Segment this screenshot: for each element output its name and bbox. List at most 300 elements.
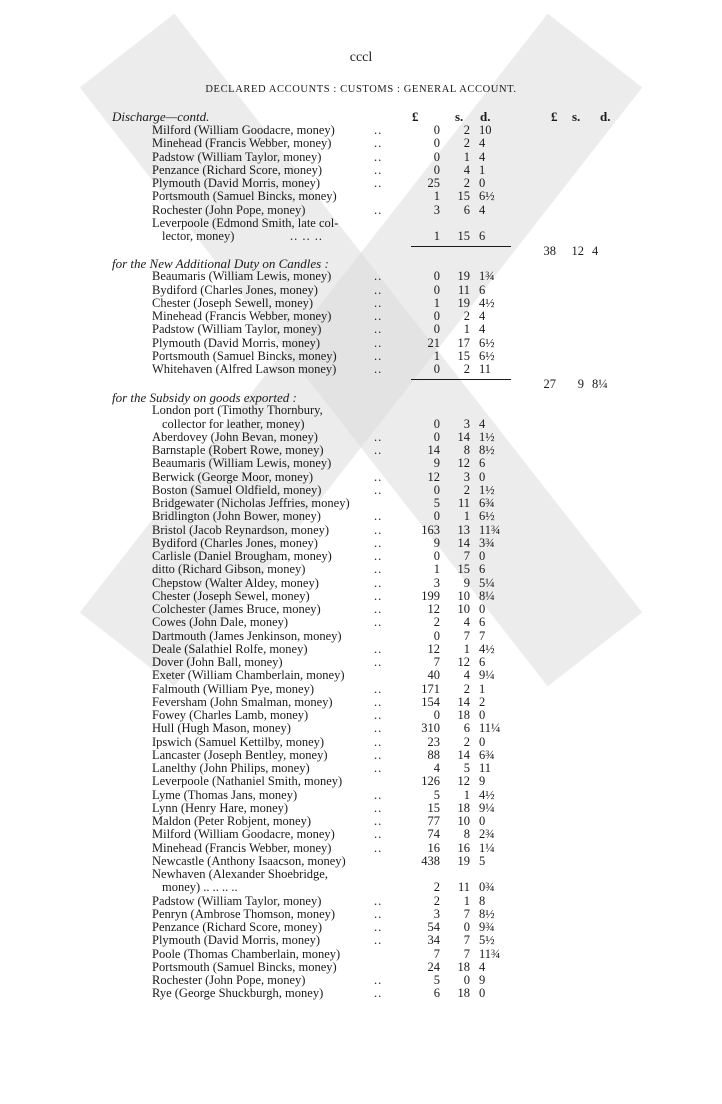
ledger-row [0,484,722,497]
ledger-row-shillings: 2 [463,681,470,696]
running-head: DECLARED ACCOUNTS : CUSTOMS : GENERAL ACCOUNT. [205,84,517,95]
ledger-row-name: Penzance (Richard Score, money) [152,162,323,177]
ledger-row-pence: 4 [479,959,486,974]
ledger-row-pounds: 21 [427,335,440,350]
ledger-row-name: Chester (Joseph Sewell, money) [152,295,314,310]
ledger-row-leader: .. [374,708,383,722]
ledger-row-name: Bydiford (Charles Jones, money) [152,535,318,550]
ledger-row-shillings: 12 [457,456,470,471]
ledger-row-shillings: 10 [457,602,470,616]
ledger-row-pence: 11¾ [479,522,501,537]
ledger-row-shillings: 7 [463,549,470,563]
ledger-row-name: Lanelthy (John Philips, money) [152,761,310,775]
ledger-row-pence: 5 [479,853,486,868]
ledger-row-leader: .. [374,322,383,337]
ledger-row-shillings: 2 [463,309,470,323]
ledger-row-shillings: 14 [457,429,470,444]
ledger-row-pence: 0 [479,708,486,722]
ledger-row-shillings: 2 [463,123,470,137]
ledger-row-shillings: 1 [463,149,470,164]
ledger-row-leader: .. [374,641,383,656]
ledger-row-leader: .. [374,893,383,908]
ledger-row [0,656,722,669]
ledger-row-pounds: 1 [433,348,440,363]
ledger-row-leader: .. [374,522,383,537]
ledger-row-pence: 0 [479,734,486,749]
ledger-row-shillings: 11 [457,496,470,510]
ledger-row-pence: 4½ [479,295,495,310]
ledger-row-shillings: 13 [457,522,470,537]
ledger-row-name: Padstow (William Taylor, money) [152,322,322,337]
ledger-row [0,310,722,323]
ledger-row-leader: .. [374,800,383,815]
section-title: for the New Additional Duty on Candles : [112,256,329,271]
ledger-row-pounds: 0 [433,429,440,444]
ledger-row-pence: 5½ [479,933,495,948]
ledger-row-pounds: 0 [433,482,440,497]
ledger-row-shillings: 15 [457,348,470,363]
ledger-row-leader: .. [374,933,383,948]
ledger-row [0,855,722,868]
ledger-row-pence: 11¾ [479,946,501,961]
ledger-row-name: lector, money) [162,229,235,243]
ledger-row-name: Rye (George Shuckburgh, money) [152,986,324,1001]
ledger-row-name: Berwick (George Moor, money) [152,469,314,484]
page-number: cccl [349,50,373,65]
ledger-row-shillings: 17 [457,335,470,350]
ledger-row [0,563,722,576]
ledger-row-name: Milford (William Goodacre, money) [152,827,335,842]
ledger-row [0,722,722,735]
ledger-row-shillings: 7 [463,628,470,643]
ledger-row-pence: 7 [479,628,486,643]
ledger-row-leader: .. .. .. [290,229,323,243]
ledger-row-name: Plymouth (David Morris, money) [152,335,321,350]
ledger-row-leader: .. [374,549,383,563]
ledger-row-shillings: 2 [463,176,470,190]
ledger-row-pence: 6 [479,562,486,577]
ledger-row-pounds: 14 [427,443,440,457]
ledger-row-name: Carlisle (Daniel Brougham, money) [152,549,332,563]
ledger-row-name: Dartmouth (James Jenkinson, money) [152,628,342,643]
ledger-row [0,471,722,484]
ledger-row-pence: 1½ [479,429,495,444]
ledger-row-pounds: 88 [427,747,440,762]
ledger-row-shillings: 7 [463,906,470,921]
ledger-row-leader: .. [374,335,383,350]
ledger-row-name: Penryn (Ambrose Thomson, money) [152,906,336,921]
ledger-row-pounds: 0 [433,708,440,722]
ledger-row-name: Rochester (John Pope, money) [152,973,306,987]
ledger-row-pounds: 1 [433,189,440,204]
ledger-row [0,762,722,775]
ledger-row-shillings: 1 [463,641,470,656]
ledger-row [0,497,722,510]
ledger-row-pence: 0 [479,469,486,484]
ledger-row-pounds: 2 [433,880,440,895]
ledger-row-pounds: 0 [433,322,440,337]
ledger-row-pence: 9¾ [479,920,495,934]
ledger-row-shillings: 9 [463,575,470,590]
ledger-row-shillings: 10 [457,814,470,828]
section-total-pounds: 27 [543,377,556,392]
ledger-row [0,284,722,297]
section-total [0,244,722,258]
ledger-row-pounds: 0 [433,362,440,376]
ledger-row-pounds: 5 [433,496,440,510]
ledger-row [0,709,722,722]
ledger-row-shillings: 3 [463,469,470,484]
ledger-row-pence: 4½ [479,787,495,802]
ledger-row-pence: 6½ [479,348,495,363]
ledger-row [0,404,722,417]
ledger-row-name: Fowey (Charles Lamb, money) [152,708,309,722]
ledger-row-shillings: 0 [463,920,470,934]
ledger-row-pounds: 5 [433,787,440,802]
ledger-row-name: Falmouth (William Pye, money) [152,681,314,696]
ledger-row-pounds: 0 [433,269,440,284]
ledger-row [0,842,722,855]
ledger-row-leader: .. [374,827,383,842]
ledger-row [0,217,722,230]
pence-column-header: d. [480,109,491,124]
ledger-row-leader: .. [374,655,383,669]
ledger-row-leader: .. [374,202,383,217]
ledger-row-pence: 4 [479,149,486,164]
ledger-row-pence: 4 [479,136,486,151]
ledger-row-shillings: 15 [457,189,470,204]
ledger-row-leader: .. [374,469,383,484]
ledger-row-shillings: 1 [463,893,470,908]
ledger-row-pence: 6½ [479,189,495,204]
ledger-row-shillings: 18 [457,708,470,722]
ledger-row-name: Chester (Joseph Sewel, money) [152,588,310,603]
ledger-row-shillings: 14 [457,747,470,762]
ledger-row-leader: .. [374,787,383,802]
ledger-row-leader: .. [374,362,383,376]
ledger-row-pence: 8½ [479,906,495,921]
ledger-row-pounds: 77 [427,814,440,828]
ledger-row-pounds: 9 [433,456,440,471]
ledger-row [0,802,722,815]
ledger-row-pence: 1¾ [479,269,495,284]
ledger-row-leader: .. [374,123,383,137]
ledger-row [0,828,722,841]
ledger-row-pounds: 126 [421,774,440,789]
ledger-row-shillings: 11 [457,282,470,297]
ledger-row [0,164,722,177]
ledger-row-leader: .. [374,162,383,177]
ledger-row-pence: 9¼ [479,668,495,683]
ledger-row [0,363,722,376]
ledger-row-leader: .. [374,309,383,323]
ledger-row-pence: 1½ [479,482,495,497]
ledger-row-leader: .. [374,149,383,164]
ledger-row-pence: 1¼ [479,840,495,855]
ledger-row [0,881,722,894]
ledger-row-leader: .. [374,348,383,363]
ledger-row [0,177,722,190]
ledger-row [0,510,722,523]
ledger-row-leader: .. [374,602,383,616]
ledger-row-shillings: 15 [457,562,470,577]
ledger-row-shillings: 7 [463,946,470,961]
ledger-row-pence: 6½ [479,509,495,524]
ledger-row-name: Bridgewater (Nicholas Jeffries, money) [152,496,350,510]
ledger-row-name: London port (Timothy Thornbury, [152,403,323,418]
ledger-row-pence: 8½ [479,443,495,457]
ledger-row-pence: 4½ [479,641,495,656]
ledger-row-pence: 6 [479,456,486,471]
ledger-row [0,961,722,974]
ledger-row-pence: 6¾ [479,747,495,762]
ledger-row-name: Beaumaris (William Lewis, money) [152,456,332,471]
ledger-row [0,908,722,921]
ledger-row-leader: .. [374,973,383,987]
ledger-row-pounds: 6 [433,986,440,1001]
ledger-row [0,974,722,987]
ledger-row-name: Newhaven (Alexander Shoebridge, [152,867,328,881]
ledger-row-pounds: 12 [427,469,440,484]
pounds-column-header: £ [412,109,419,124]
ledger-row-name: Minehead (Francis Webber, money) [152,840,332,855]
ledger-row-pence: 4 [479,322,486,337]
ledger-row [0,577,722,590]
shillings-total-column-header: s. [572,109,581,124]
ledger-row-pounds: 0 [433,509,440,524]
ledger-row [0,124,722,137]
ledger-row-pence: 9¼ [479,800,495,815]
ledger-row-leader: .. [374,282,383,297]
ledger-row-leader: .. [374,986,383,1001]
ledger-row-shillings: 19 [457,295,470,310]
ledger-row-shillings: 12 [457,655,470,669]
ledger-row [0,736,722,749]
ledger-row-pounds: 1 [433,562,440,577]
ledger-row [0,630,722,643]
ledger-row-leader: .. [374,588,383,603]
ledger-row [0,696,722,709]
ledger-row-name: Boston (Samuel Oldfield, money) [152,482,322,497]
ledger-row-name: Plymouth (David Morris, money) [152,933,321,948]
ledger-row-name: Lancaster (Joseph Bentley, money) [152,747,328,762]
ledger-row-leader: .. [374,509,383,524]
ledger-row-shillings: 19 [457,269,470,284]
ledger-row-leader: .. [374,562,383,577]
ledger-row-name: Feversham (John Smalman, money) [152,694,333,709]
ledger-row [0,270,722,283]
ledger-row [0,895,722,908]
ledger-row-name: Milford (William Goodacre, money) [152,123,335,137]
ledger-row-name: Bridlington (John Bower, money) [152,509,321,524]
ledger-row-shillings: 0 [463,973,470,987]
ledger-row-shillings: 6 [463,202,470,217]
ledger-row-pounds: 7 [433,655,440,669]
ledger-row-pence: 1 [479,681,486,696]
ledger-row-pounds: 171 [421,681,440,696]
discharge-label: Discharge—contd. [112,109,210,124]
ledger-row-pence: 8¼ [479,588,495,603]
ledger-row [0,550,722,563]
section-total-pounds: 38 [543,244,556,259]
ledger-row-shillings: 18 [457,959,470,974]
ledger-row [0,669,722,682]
ledger-row-pounds: 40 [427,668,440,683]
ledger-row [0,337,722,350]
ledger-row-shillings: 4 [463,668,470,683]
pence-total-column-header: d. [600,109,611,124]
ledger-row-shillings: 7 [463,933,470,948]
ledger-row-pounds: 0 [433,162,440,177]
ledger-row-shillings: 1 [463,787,470,802]
ledger-row [0,683,722,696]
ledger-row-name: Barnstaple (Robert Rowe, money) [152,443,324,457]
ledger-row-name: Minehead (Francis Webber, money) [152,309,332,323]
ledger-row [0,151,722,164]
ledger-row-pence: 5¼ [479,575,495,590]
ledger-row [0,643,722,656]
ledger-row-pounds: 25 [427,176,440,190]
ledger-row-pence: 9 [479,973,486,987]
ledger-row-pounds: 15 [427,800,440,815]
ledger-row-name: Newcastle (Anthony Isaacson, money) [152,853,346,868]
ledger-row-pence: 6 [479,282,486,297]
ledger-row-shillings: 12 [457,774,470,789]
ledger-row-name: Leverpoole (Nathaniel Smith, money) [152,774,343,789]
ledger-row-name: Aberdovey (John Bevan, money) [152,429,318,444]
ledger-row-pounds: 0 [433,123,440,137]
ledger-row [0,603,722,616]
ledger-row-name: Plymouth (David Morris, money) [152,176,321,190]
ledger-row-shillings: 10 [457,588,470,603]
ledger-row-shillings: 8 [463,827,470,842]
ledger-row [0,815,722,828]
ledger-row-leader: .. [374,906,383,921]
ledger-row-name: Rochester (John Pope, money) [152,202,306,217]
ledger-row-name: Bristol (Jacob Reynardson, money) [152,522,330,537]
ledger-row-pounds: 3 [433,202,440,217]
ledger-row-pounds: 0 [433,149,440,164]
ledger-row-shillings: 2 [463,136,470,151]
ledger-row [0,789,722,802]
ledger-row-pence: 11¼ [479,721,501,736]
ledger-row-pence: 4 [479,309,486,323]
ledger-row-pounds: 163 [421,522,440,537]
ledger-row-pounds: 0 [433,309,440,323]
ledger-row-pounds: 23 [427,734,440,749]
ledger-row-pounds: 7 [433,946,440,961]
ledger-row-name: Penzance (Richard Score, money) [152,920,323,934]
ledger-row-pence: 8 [479,893,486,908]
pounds-total-column-header: £ [551,109,558,124]
ledger-row-pounds: 0 [433,628,440,643]
ledger-row-pence: 4 [479,416,486,431]
ledger-row-leader: .. [374,761,383,775]
shillings-column-header: s. [455,109,464,124]
ledger-row-shillings: 14 [457,694,470,709]
ledger-row-shillings: 16 [457,840,470,855]
ledger-row-leader: .. [374,295,383,310]
ledger-row-shillings: 5 [463,761,470,775]
ledger-row [0,934,722,947]
ledger-row-shillings: 2 [463,362,470,376]
ledger-row-shillings: 8 [463,443,470,457]
ledger-row-pounds: 24 [427,959,440,974]
ledger-row-name: Minehead (Francis Webber, money) [152,136,332,151]
section-total [0,377,722,391]
ledger-row-pounds: 0 [433,549,440,563]
ledger-row [0,323,722,336]
ledger-row-leader: .. [374,269,383,284]
ledger-row-pounds: 5 [433,973,440,987]
ledger-row [0,230,722,243]
ledger-row [0,775,722,788]
ledger-row-name: Chepstow (Walter Aldey, money) [152,575,319,590]
ledger-row-name: Whitehaven (Alfred Lawson money) [152,362,337,376]
ledger-row-pounds: 0 [433,416,440,431]
ledger-row-leader: .. [374,747,383,762]
ledger-row-leader: .. [374,721,383,736]
ledger-row-leader: .. [374,840,383,855]
ledger-row-pence: 9 [479,774,486,789]
ledger-row-shillings: 4 [463,615,470,630]
ledger-row-pence: 2 [479,694,486,709]
ledger-row-name: Ipswich (Samuel Kettilby, money) [152,734,325,749]
ledger-row-shillings: 2 [463,734,470,749]
ledger-row [0,749,722,762]
ledger-row-pence: 0 [479,176,486,190]
ledger-row-leader: .. [374,429,383,444]
ledger-row [0,431,722,444]
ledger-row-pence: 6 [479,615,486,630]
ledger-row-pounds: 1 [433,295,440,310]
ledger-row-pounds: 154 [421,694,440,709]
ledger-row-pence: 1 [479,162,486,177]
ledger-row [0,444,722,457]
ledger-row-pounds: 438 [421,853,440,868]
ledger-row-name: Lynn (Henry Hare, money) [152,800,289,815]
ledger-row-pence: 6 [479,655,486,669]
ledger-row [0,537,722,550]
ledger-row-shillings: 4 [463,162,470,177]
ledger-row-name: Colchester (James Bruce, money) [152,602,321,616]
ledger-row-shillings: 6 [463,721,470,736]
ledger-row-name: Cowes (John Dale, money) [152,615,289,630]
ledger-row-pounds: 0 [433,136,440,151]
ledger-row-name: Leverpoole (Edmond Smith, late col- [152,215,339,230]
ledger-row-pounds: 74 [427,827,440,842]
ledger-row-shillings: 1 [463,509,470,524]
ledger-row-leader: .. [374,176,383,190]
ledger-row-leader: .. [374,814,383,828]
ledger-row [0,457,722,470]
ledger-row-pounds: 12 [427,641,440,656]
ledger-row-pence: 6 [479,229,486,243]
ledger-row-pence: 6¾ [479,496,495,510]
ledger-row-pence: 0¾ [479,880,495,895]
ledger-row-shillings: 3 [463,416,470,431]
ledger-row-pence: 0 [479,986,486,1001]
ledger-row-pence: 11 [479,761,492,775]
ledger-row [0,616,722,629]
ledger-row-leader: .. [374,734,383,749]
ledger-row-leader: .. [374,694,383,709]
ledger-row-shillings: 2 [463,482,470,497]
ledger-row-pounds: 4 [433,761,440,775]
ledger-row-pence: 4 [479,202,486,217]
ledger-row [0,921,722,934]
ledger-row-shillings: 11 [457,880,470,895]
